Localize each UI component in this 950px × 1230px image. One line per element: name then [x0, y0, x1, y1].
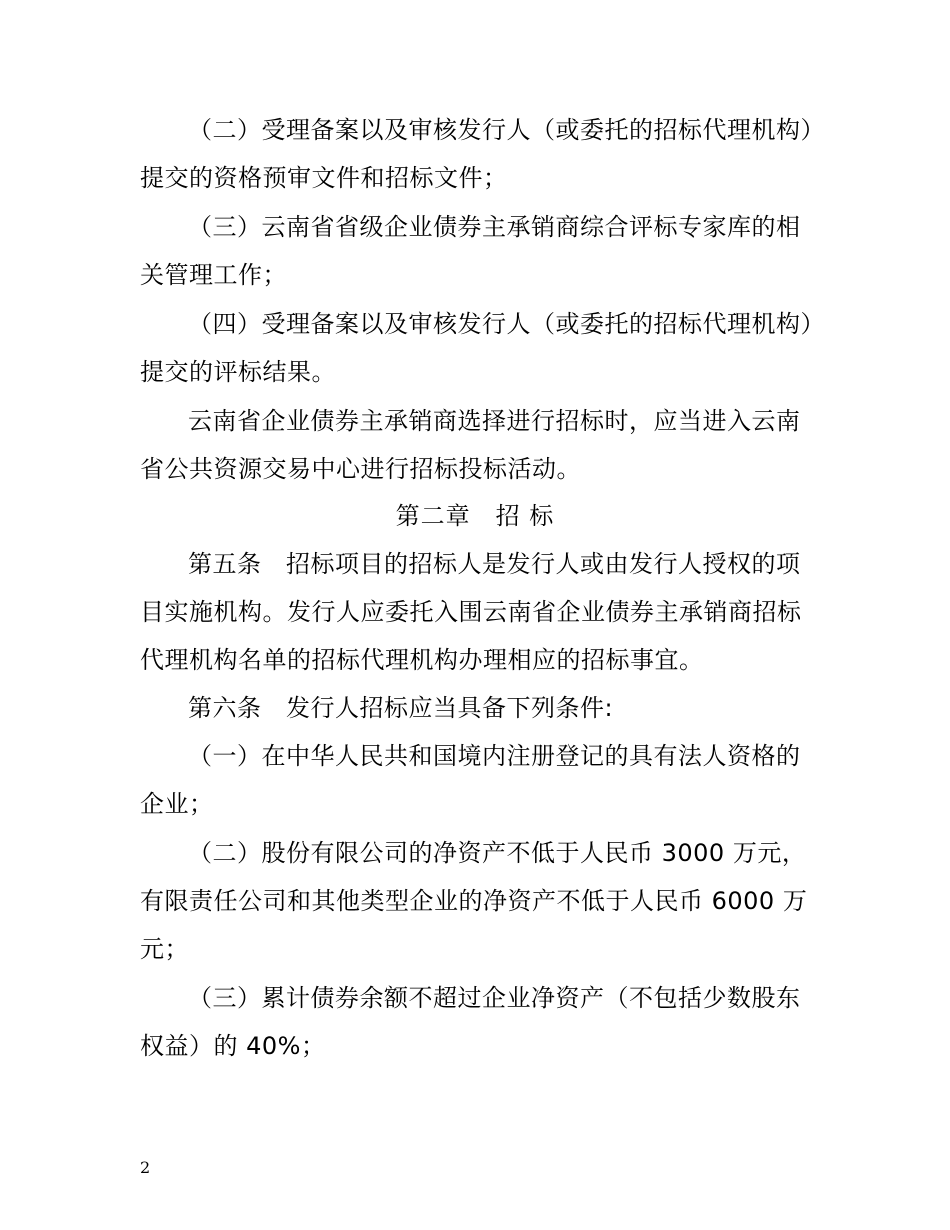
paragraph-line: 第五条 招标项目的招标人是发行人或由发行人授权的项	[188, 550, 801, 578]
page-number: 2	[140, 1158, 151, 1177]
paragraph-line: （二）受理备案以及审核发行人（或委托的招标代理机构）	[188, 116, 825, 144]
paragraph-line: （三）累计债券余额不超过企业净资产（不包括少数股东	[188, 984, 801, 1012]
paragraph-line: 企业；	[140, 790, 214, 818]
paragraph-line: 有限责任公司和其他类型企业的净资产不低于人民币 6000 万	[140, 887, 808, 915]
paragraph-line: 省公共资源交易中心进行招标投标活动。	[140, 455, 581, 483]
chapter-heading: 第二章 招 标	[395, 502, 555, 530]
paragraph-line: 提交的评标结果。	[140, 358, 336, 386]
paragraph-line: 云南省企业债券主承销商选择进行招标时，应当进入云南	[188, 407, 801, 435]
paragraph-line: 元；	[140, 935, 189, 963]
paragraph-line: 代理机构名单的招标代理机构办理相应的招标事宜。	[140, 646, 704, 674]
paragraph-line: （一）在中华人民共和国境内注册登记的具有法人资格的	[188, 742, 801, 770]
paragraph-line: 提交的资格预审文件和招标文件；	[140, 164, 508, 192]
paragraph-line: （四）受理备案以及审核发行人（或委托的招标代理机构）	[188, 310, 825, 338]
paragraph-line: 目实施机构。发行人应委托入围云南省企业债券主承销商招标	[140, 598, 802, 626]
paragraph-line: （二）股份有限公司的净资产不低于人民币 3000 万元，	[188, 839, 807, 867]
paragraph-line: 第六条 发行人招标应当具备下列条件:	[188, 694, 614, 722]
paragraph-line: （三）云南省省级企业债券主承销商综合评标专家库的相	[188, 213, 801, 241]
paragraph-line: 关管理工作；	[140, 261, 287, 289]
paragraph-line: 权益）的 40%；	[140, 1032, 326, 1060]
